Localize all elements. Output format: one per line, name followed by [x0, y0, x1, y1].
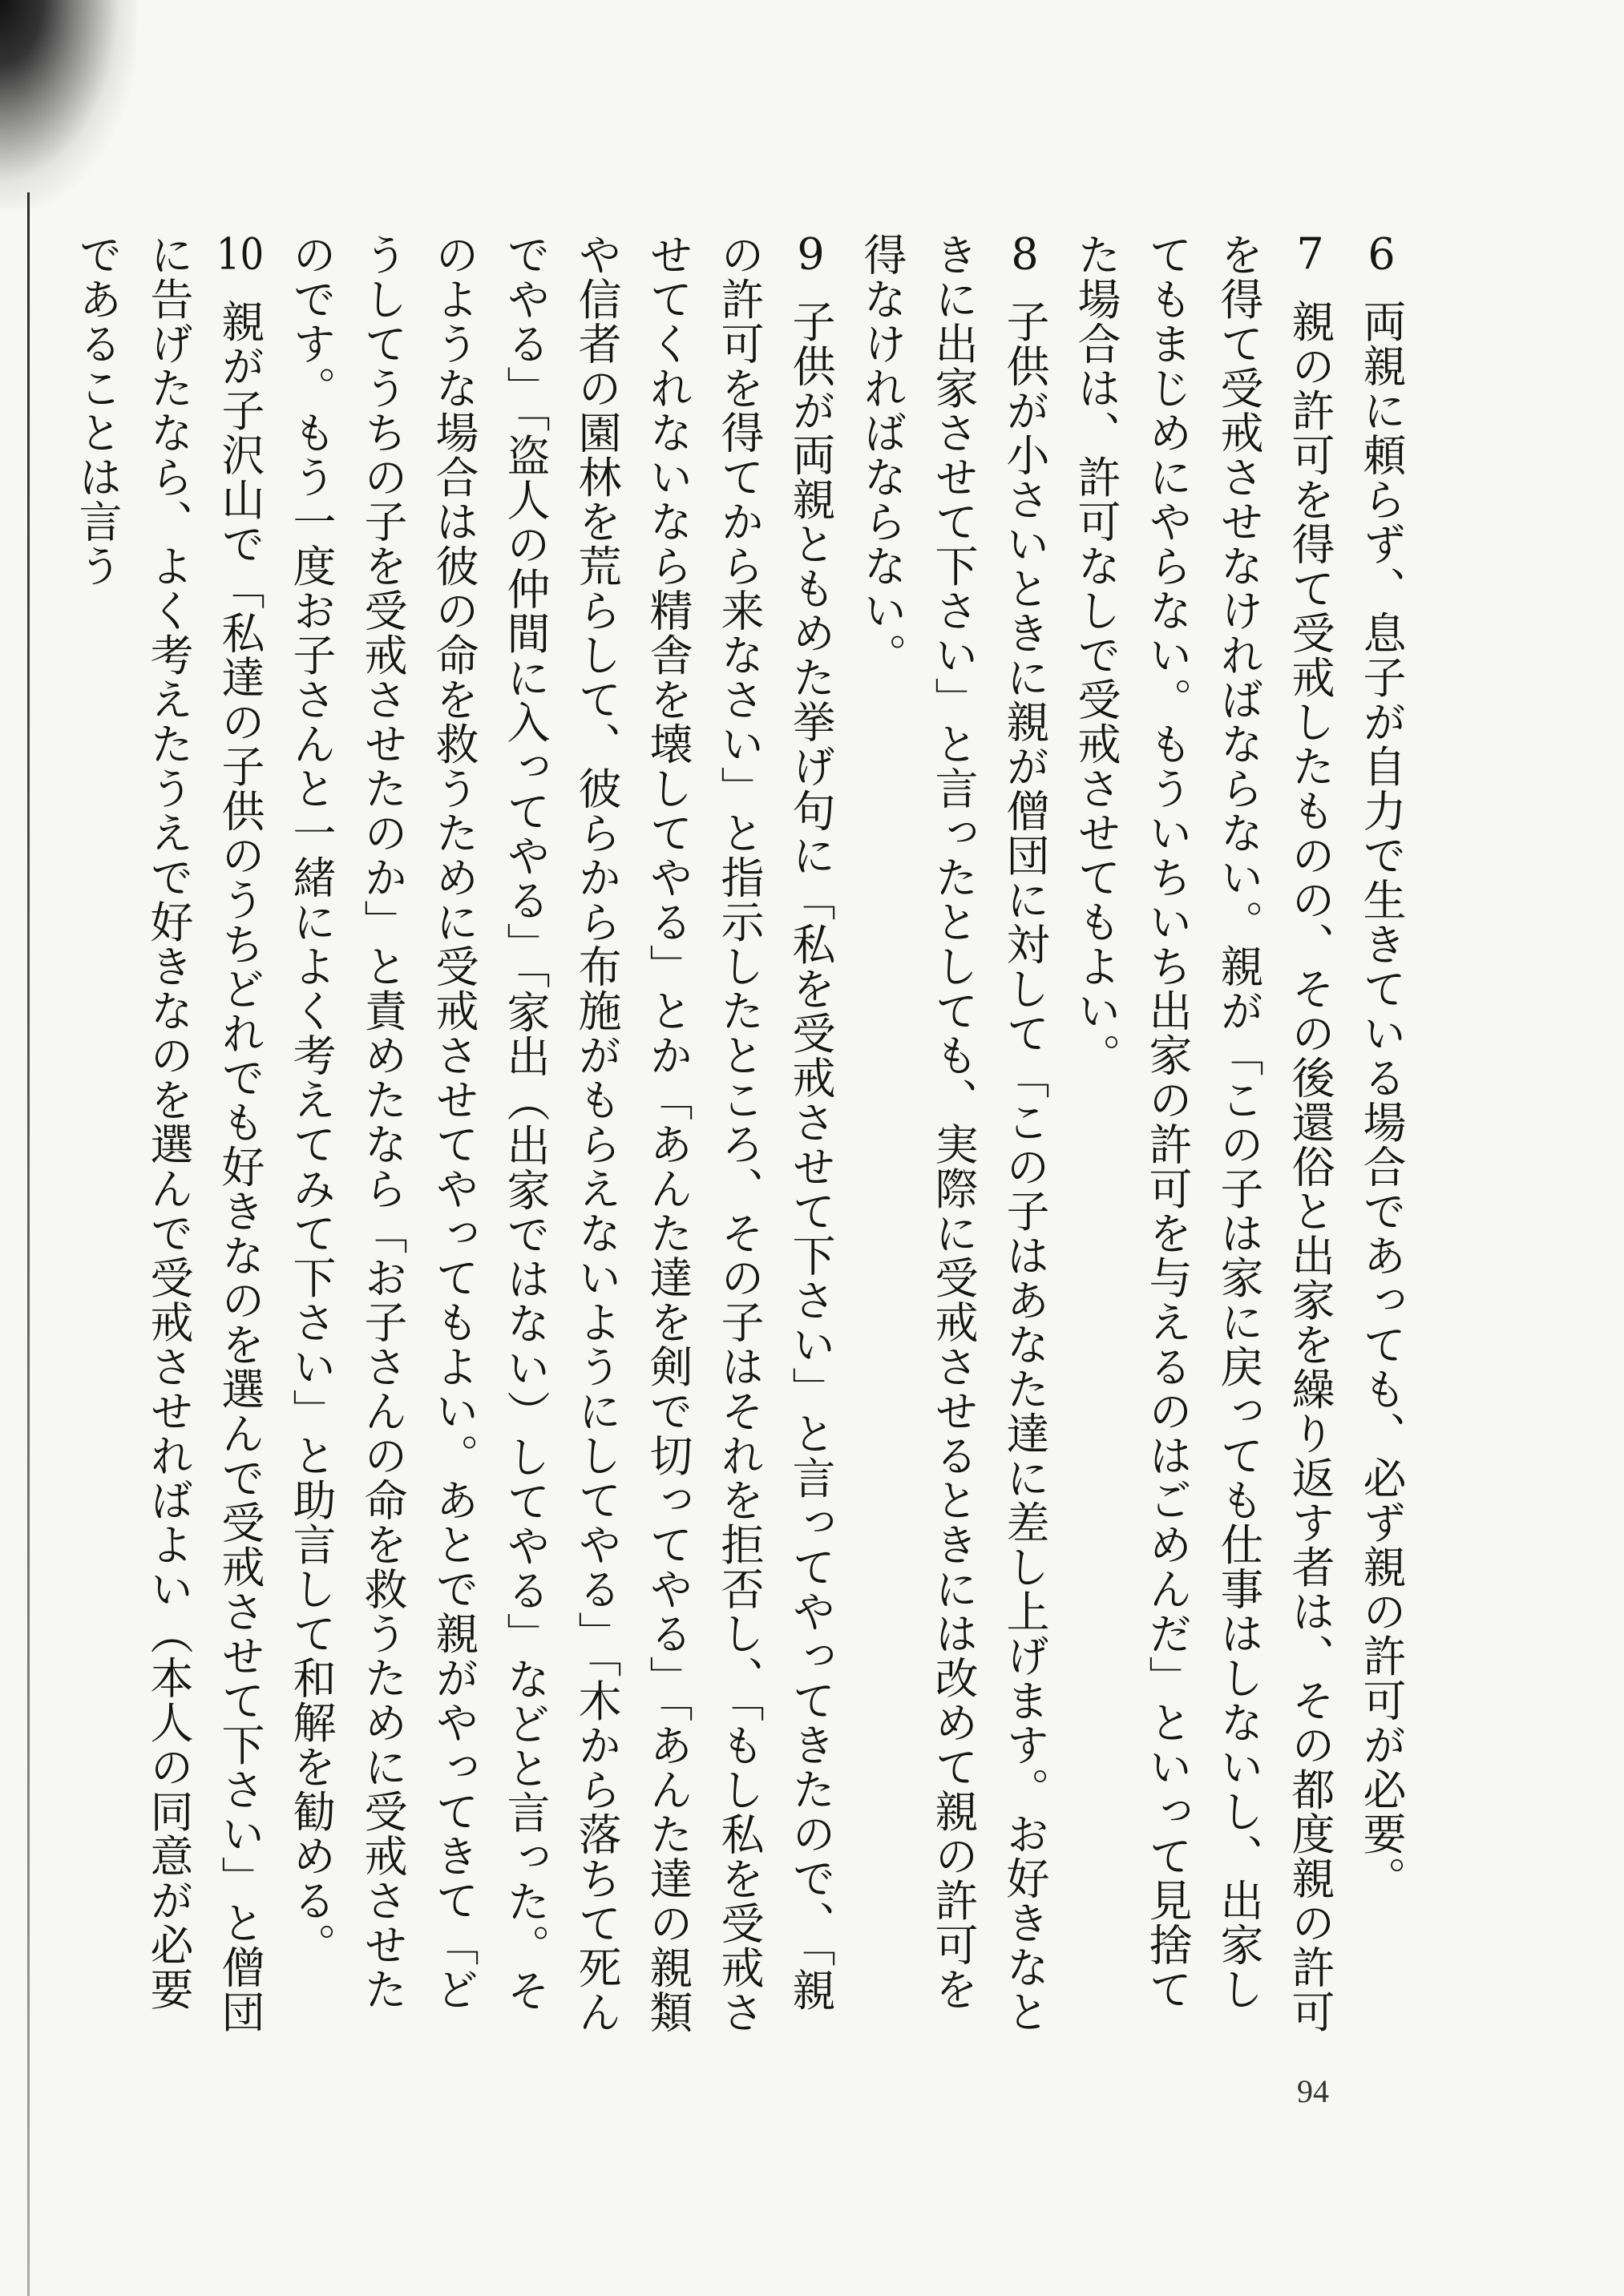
entry-text: 両親に頼らず、息子が自力で生きている場合であっても、必ず親の許可が必要。: [1356, 299, 1407, 1901]
entry-number: 6: [1367, 232, 1396, 276]
entry-6: [1346, 232, 1417, 2036]
page-body: [72, 232, 1417, 2036]
scan-binding-shadow: [0, 0, 136, 208]
entry-text: 子供が小さいときに親が僧団に対して「この子はあなた達に差し上げます。お好きなときに出家させて下さい」と言ったとしても、実際に受戒させるときには改めて親の許可を得なければならない。: [857, 232, 1050, 2035]
entry-number: 10: [216, 232, 265, 276]
entry-number: 7: [1296, 232, 1324, 276]
entry-7: [1060, 232, 1346, 2036]
entry-text: 親が子沢山で「私達の子供のうちどれでも好きなのを選んで受戒させて下さい」と僧団に告げたなら、よく考えたうえで好きなのを選んで受戒させればよい（本人の同意が必要であることは言う: [72, 232, 265, 2035]
page-number: 94: [1297, 2073, 1329, 2109]
scan-binding-edge: [27, 192, 30, 2296]
entry-text: 親の許可を得て受戒したものの、その後還俗と出家を繰り返す者は、その都度親の許可を得て受戒させなければならない。親が「この子は家に戻っても仕事はしないし、出家してもまじめにやらない。もういちいち出家の許可を与えるのはごめんだ」といって見捨てた場合は、許可なしで受戒させてもよい。: [1071, 232, 1335, 2035]
vertical-text-block: [62, 232, 1417, 2036]
entry-number: 9: [797, 232, 825, 276]
entry-text: 子供が両親ともめた挙げ句に「私を受戒させて下さい」と言ってやってきたので、「親の許可を得てから来なさい」と指示したところ、その子はそれを拒否し、「もし私を受戒させてくれないなら精舎を壊してやる」とか「あんた達を剣で切ってやる」「あんた達の親類や信者の園林を荒らして、彼らから布施がもらえないようにしてやる」「木から落ちて死んでやる」「盗人の仲間に入ってやる」「家出（出家ではない）してやる」などと言った。そのような場合は彼の命を救うために受戒させてやってもよい。あとで親がやってきて「どうしてうちの子を受戒させたのか」と責めたなら「お子さんの命を救うために受戒させたのです。もう一度お子さんと一緒によく考えてみて下さい」と助言して和解を勧める。: [286, 232, 836, 2035]
entry-8: [846, 232, 1060, 2036]
entry-number: 8: [1011, 232, 1039, 276]
entry-10: [62, 232, 276, 2036]
entry-9: [276, 232, 846, 2036]
